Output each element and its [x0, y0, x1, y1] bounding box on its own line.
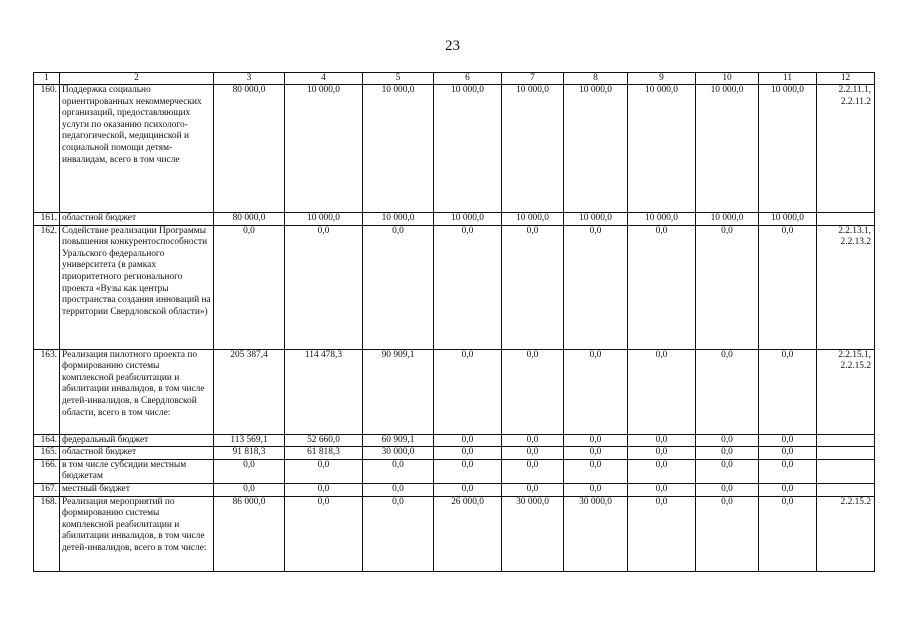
value-cell: 0,0 — [502, 447, 564, 460]
header-cell: 4 — [285, 73, 363, 85]
value-cell: 0,0 — [285, 459, 363, 483]
value-cell: 0,0 — [502, 483, 564, 496]
value-cell: 0,0 — [564, 483, 628, 496]
value-cell: 10 000,0 — [434, 85, 502, 213]
value-cell: 0,0 — [502, 434, 564, 447]
value-cell: 0,0 — [363, 225, 434, 349]
value-cell: 0,0 — [628, 434, 696, 447]
reference-cell — [817, 434, 875, 447]
row-name: Реализация мероприятий по формированию системы комплексной реабилитации и абилитации инвалидов, в том числе детей-инвалидов, всего в том числе: — [60, 496, 214, 571]
value-cell: 0,0 — [502, 349, 564, 434]
header-cell: 2 — [60, 73, 214, 85]
value-cell: 0,0 — [696, 483, 759, 496]
table-row — [34, 225, 875, 349]
value-cell: 0,0 — [696, 447, 759, 460]
value-cell: 10 000,0 — [285, 213, 363, 226]
value-cell: 0,0 — [502, 459, 564, 483]
value-cell: 0,0 — [285, 225, 363, 349]
value-cell: 0,0 — [628, 349, 696, 434]
value-cell: 52 660,0 — [285, 434, 363, 447]
row-number: 167. — [34, 483, 60, 496]
header-cell: 3 — [214, 73, 285, 85]
value-cell: 0,0 — [628, 459, 696, 483]
value-cell: 0,0 — [759, 496, 817, 571]
value-cell: 10 000,0 — [363, 85, 434, 213]
value-cell: 0,0 — [434, 434, 502, 447]
header-cell: 12 — [817, 73, 875, 85]
table-row — [34, 447, 875, 460]
table-row — [34, 459, 875, 483]
value-cell: 0,0 — [285, 496, 363, 571]
page-number: 23 — [445, 38, 460, 54]
value-cell: 0,0 — [759, 225, 817, 349]
value-cell: 0,0 — [434, 483, 502, 496]
value-cell: 0,0 — [564, 447, 628, 460]
row-number: 162. — [34, 225, 60, 349]
value-cell: 10 000,0 — [434, 213, 502, 226]
value-cell: 80 000,0 — [214, 85, 285, 213]
value-cell: 10 000,0 — [564, 85, 628, 213]
reference-cell: 2.2.15.2 — [817, 496, 875, 571]
header-cell: 6 — [434, 73, 502, 85]
table-row — [34, 213, 875, 226]
value-cell: 10 000,0 — [502, 85, 564, 213]
value-cell: 0,0 — [363, 459, 434, 483]
value-cell: 0,0 — [363, 496, 434, 571]
header-cell: 7 — [502, 73, 564, 85]
reference-cell — [817, 459, 875, 483]
reference-cell: 2.2.15.1, 2.2.15.2 — [817, 349, 875, 434]
value-cell: 0,0 — [759, 447, 817, 460]
header-cell: 9 — [628, 73, 696, 85]
value-cell: 30 000,0 — [564, 496, 628, 571]
value-cell: 30 000,0 — [502, 496, 564, 571]
value-cell: 0,0 — [696, 434, 759, 447]
row-name: в том числе субсидии местным бюджетам — [60, 459, 214, 483]
value-cell: 0,0 — [696, 349, 759, 434]
value-cell: 0,0 — [434, 349, 502, 434]
header-cell: 5 — [363, 73, 434, 85]
reference-cell: 2.2.11.1, 2.2.11.2 — [817, 85, 875, 213]
row-name: областной бюджет — [60, 447, 214, 460]
value-cell: 0,0 — [564, 459, 628, 483]
row-name: областной бюджет — [60, 213, 214, 226]
header-cell: 11 — [759, 73, 817, 85]
header-cell: 10 — [696, 73, 759, 85]
row-number: 160. — [34, 85, 60, 213]
value-cell: 0,0 — [628, 483, 696, 496]
value-cell: 0,0 — [696, 496, 759, 571]
value-cell: 0,0 — [759, 349, 817, 434]
row-number: 166. — [34, 459, 60, 483]
table-row — [34, 434, 875, 447]
value-cell: 10 000,0 — [363, 213, 434, 226]
value-cell: 0,0 — [759, 483, 817, 496]
value-cell: 10 000,0 — [502, 213, 564, 226]
value-cell: 80 000,0 — [214, 213, 285, 226]
value-cell: 114 478,3 — [285, 349, 363, 434]
value-cell: 0,0 — [214, 459, 285, 483]
header-cell: 8 — [564, 73, 628, 85]
value-cell: 0,0 — [628, 447, 696, 460]
row-number: 163. — [34, 349, 60, 434]
value-cell: 10 000,0 — [564, 213, 628, 226]
value-cell: 0,0 — [502, 225, 564, 349]
value-cell: 60 909,1 — [363, 434, 434, 447]
value-cell: 0,0 — [759, 459, 817, 483]
value-cell: 0,0 — [363, 483, 434, 496]
value-cell: 10 000,0 — [628, 85, 696, 213]
value-cell: 0,0 — [285, 483, 363, 496]
value-cell: 0,0 — [434, 459, 502, 483]
row-name: Поддержка социально ориентированных некоммерческих организаций, предоставляющих услуги по оказанию психолого-педагогической, медицинской и социальной помощи детям-инвалидам, всего в том числе — [60, 85, 214, 213]
reference-cell — [817, 213, 875, 226]
value-cell: 0,0 — [434, 447, 502, 460]
value-cell: 86 000,0 — [214, 496, 285, 571]
header-cell: 1 — [34, 73, 60, 85]
table-row — [34, 85, 875, 213]
reference-cell: 2.2.13.1, 2.2.13.2 — [817, 225, 875, 349]
value-cell: 0,0 — [759, 434, 817, 447]
value-cell: 0,0 — [628, 225, 696, 349]
value-cell: 205 387,4 — [214, 349, 285, 434]
reference-cell — [817, 447, 875, 460]
table-row — [34, 349, 875, 434]
value-cell: 61 818,3 — [285, 447, 363, 460]
budget-table — [33, 72, 875, 572]
value-cell: 113 569,1 — [214, 434, 285, 447]
value-cell: 0,0 — [696, 225, 759, 349]
reference-cell — [817, 483, 875, 496]
row-name: Содействие реализации Программы повышения конкурентоспособности Уральского федерального университета (в рамках приоритетного регионального проекта «Вузы как центры пространства создания инноваций на территории Свердловской области») — [60, 225, 214, 349]
value-cell: 30 000,0 — [363, 447, 434, 460]
value-cell: 26 000,0 — [434, 496, 502, 571]
value-cell: 10 000,0 — [628, 213, 696, 226]
value-cell: 0,0 — [696, 459, 759, 483]
value-cell: 0,0 — [214, 483, 285, 496]
row-name: федеральный бюджет — [60, 434, 214, 447]
table-row — [34, 496, 875, 571]
value-cell: 10 000,0 — [759, 85, 817, 213]
row-number: 165. — [34, 447, 60, 460]
value-cell: 10 000,0 — [759, 213, 817, 226]
value-cell: 0,0 — [214, 225, 285, 349]
table-row — [34, 483, 875, 496]
value-cell: 10 000,0 — [696, 85, 759, 213]
value-cell: 10 000,0 — [696, 213, 759, 226]
value-cell: 91 818,3 — [214, 447, 285, 460]
value-cell: 10 000,0 — [285, 85, 363, 213]
row-name: Реализация пилотного проекта по формированию системы комплексной реабилитации и абилитации инвалидов, в том числе детей-инвалидов, в Свердловской области, всего в том числе: — [60, 349, 214, 434]
row-number: 168. — [34, 496, 60, 571]
row-number: 161. — [34, 213, 60, 226]
value-cell: 0,0 — [434, 225, 502, 349]
value-cell: 0,0 — [564, 434, 628, 447]
row-number: 164. — [34, 434, 60, 447]
header-row — [34, 73, 875, 85]
value-cell: 0,0 — [564, 349, 628, 434]
value-cell: 0,0 — [564, 225, 628, 349]
value-cell: 90 909,1 — [363, 349, 434, 434]
value-cell: 0,0 — [628, 496, 696, 571]
row-name: местный бюджет — [60, 483, 214, 496]
